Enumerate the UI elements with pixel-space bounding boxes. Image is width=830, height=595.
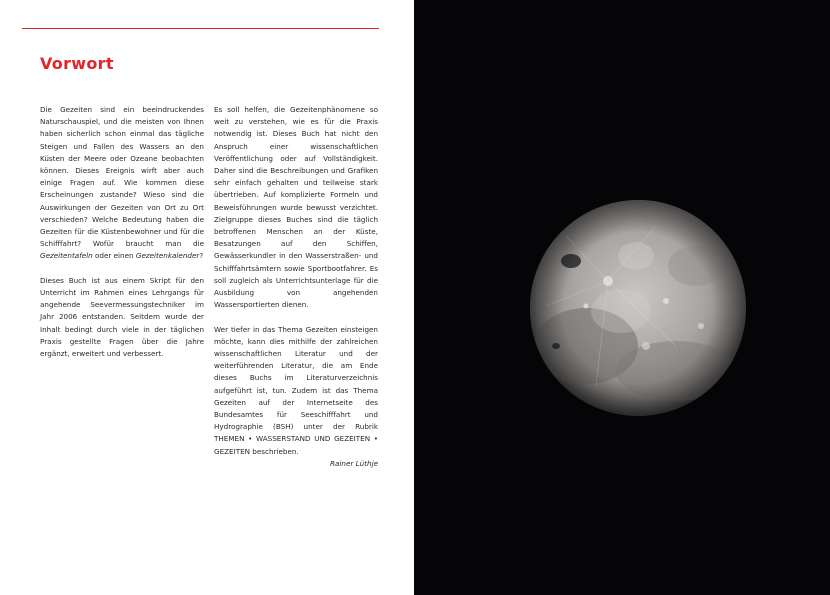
emphasis-gezeitentafeln: Gezeitentafeln [40,251,93,261]
header-rule [22,28,379,29]
moon-image [526,196,750,420]
paragraph-further-reading: Wer tiefer in das Thema Gezeiten einsteigen möchte, kann dies mithilfe der zahlreichen wissenschaftlichen Literatur und der weiterführenden Literatur, die am Ende dieses Buchs im Literaturverzeichnis aufgeführt ist, tun. Zudem ist das Thema Gezeiten auf der Internetseite des Bundesamtes für Seeschifffahrt und Hydrographie (BSH) unter der Rubrik THEMEN • WASSERSTAND UND GEZEITEN • GEZEITEN beschrieben. [214,324,378,456]
text-column-right [214,104,378,470]
moon-photograph [526,196,750,420]
text-page [0,0,414,595]
photo-page [414,0,830,595]
paragraph-origin: Dieses Buch ist aus einem Skript für den Unterricht im Rahmen eines Lehrgangs für angehende Seevermessungstechniker im Jahr 2006 entstanden. Seitdem wurde der Inhalt bedingt durch viele in der täglichen Praxis gestellte Fragen über die Jahre ergänzt, erweitert und verbessert. [40,275,204,359]
paragraph-intro [40,104,204,263]
text-column-left [40,104,204,360]
emphasis-gezeitenkalender: Gezeitenkalender [135,251,200,261]
author-signature: Rainer Lüthje [330,458,378,468]
page-title: Vorwort [40,54,114,73]
paragraph-text: oder einen [92,251,136,261]
paragraph-purpose: Es soll helfen, die Gezeitenphänomene so weit zu verstehen, wie es für die Praxis notwendig ist. Dieses Buch hat nicht den Anspruch einer wissenschaftlichen Veröffentlichung oder auf Vollständigkeit. Daher sind die Beschreibungen und Grafiken sehr einfach gehalten und teilweise stark übertrieben. Auf komplizierte Formeln und Beweisführungen wurde bewusst verzichtet. Zielgruppe dieses Buches sind die täglich betroffenen Menschen an der Küste, Besatzungen auf den Schiffen, Gewässerkundler in den Wasserstraßen- und Schifffahrtsämtern sowie Sportbootfahrer. Es soll zugleich als Unterrichtsunterlage für die Ausbildung von angehenden Wassersportierten dienen. [214,105,378,310]
paragraph-text: ? [199,251,204,261]
paragraph-text: Die Gezeiten sind ein beeindruckendes Naturschauspiel, und die meisten von Ihnen haben sicherlich schon einmal das tägliche Steigen und Fallen des Wassers an den Küsten der Meere oder Ozeane beobachten können. Dieses Ereignis wirft aber auch einige Fragen auf. Wie kommen diese Erscheinungen zustande? Wieso sind die Auswirkungen der Gezeiten von Ort zu Ort verschieden? Welche Bedeutung haben die Gezeiten für die Küstenbewohner und für die Schifffahrt? Wofür braucht man die [40,105,204,249]
